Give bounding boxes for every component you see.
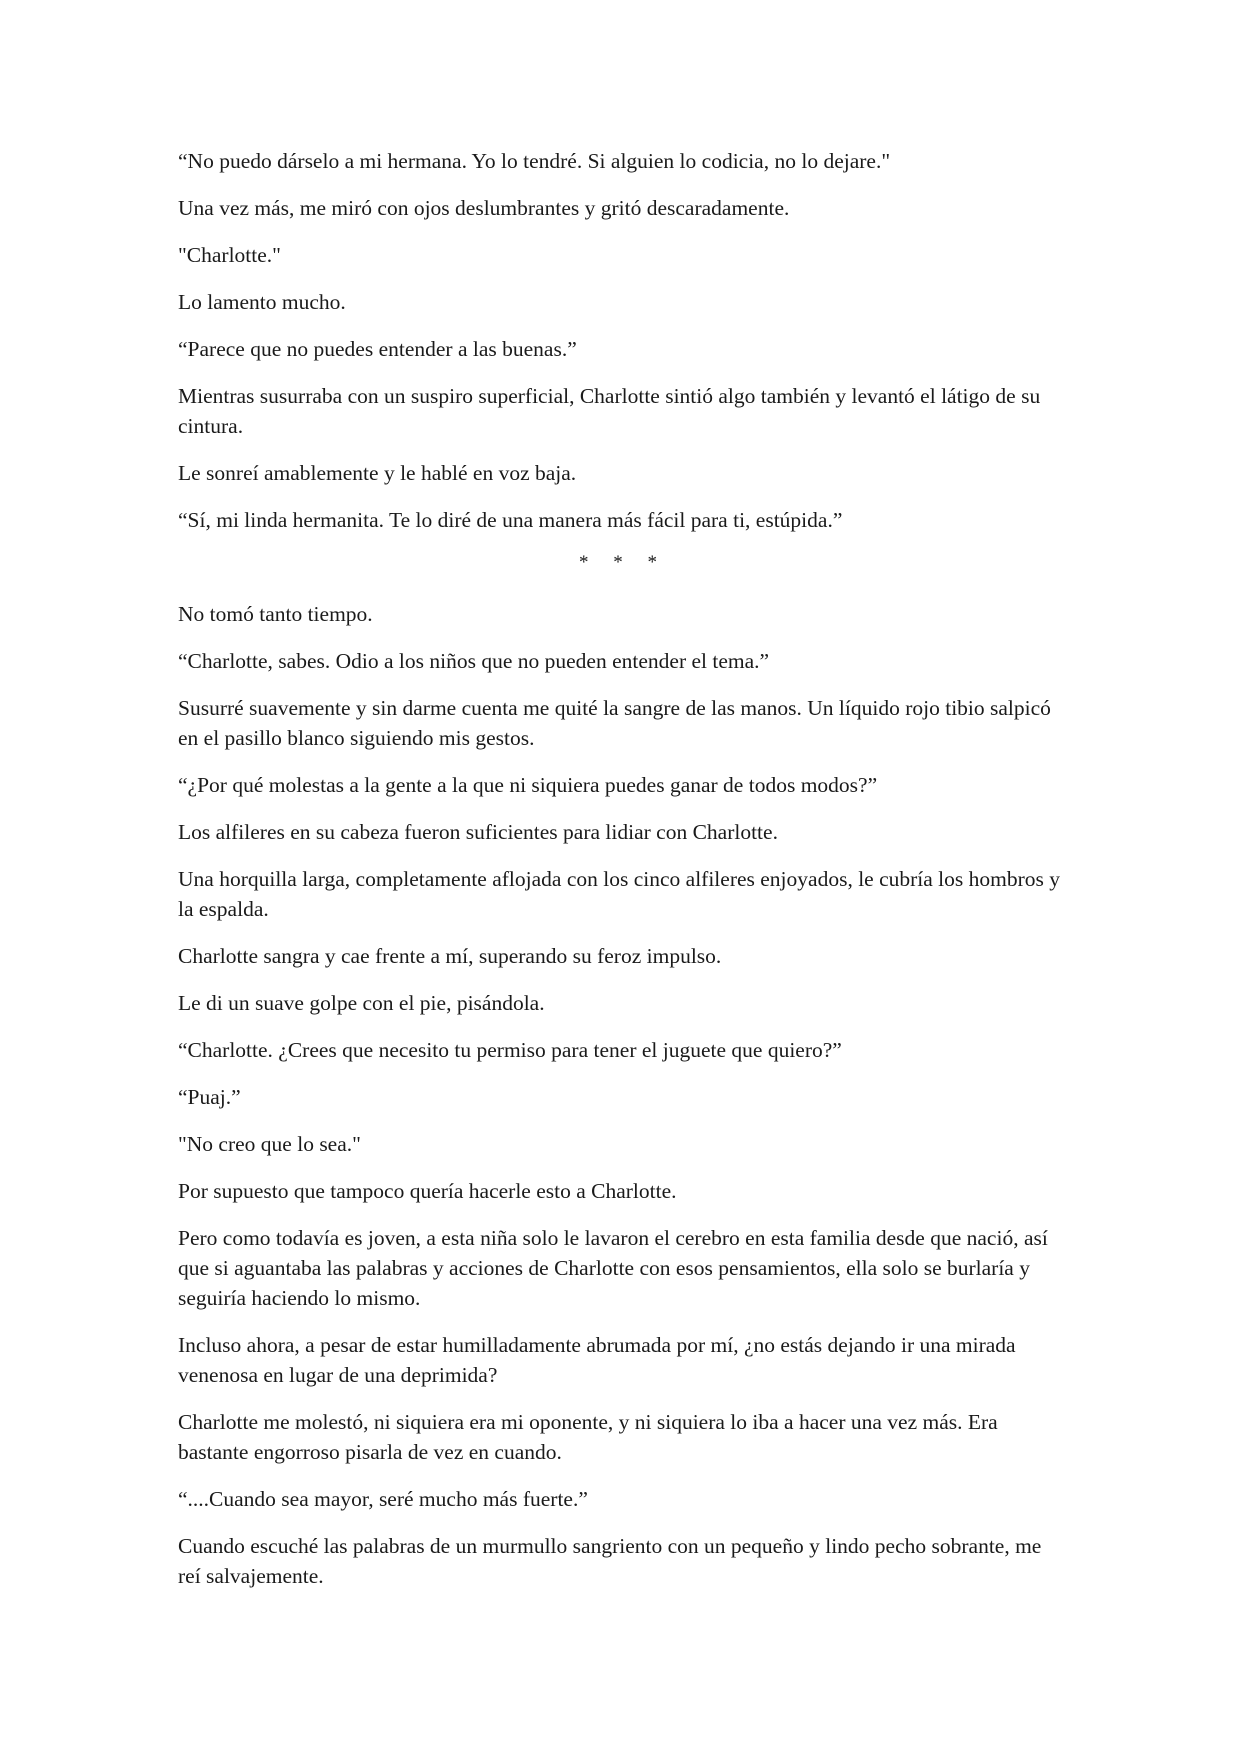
paragraph: Susurré suavemente y sin darme cuenta me quité la sangre de las manos. Un líquido rojo tibio salpicó en el pasillo blanco siguiendo mis gestos. [178, 696, 1051, 750]
paragraph: Por supuesto que tampoco quería hacerle esto a Charlotte. [178, 1179, 677, 1203]
paragraph: Le di un suave golpe con el pie, pisándola. [178, 991, 545, 1015]
paragraph: “....Cuando sea mayor, seré mucho más fuerte.” [178, 1487, 588, 1511]
paragraph: "No creo que lo sea." [178, 1132, 361, 1156]
scene-separator: * * * [579, 552, 667, 573]
paragraph: “No puedo dárselo a mi hermana. Yo lo tendré. Si alguien lo codicia, no lo dejare." [178, 149, 891, 173]
document-body [178, 146, 1068, 1608]
paragraph: Una horquilla larga, completamente aflojada con los cinco alfileres enjoyados, le cubría los hombros y la espalda. [178, 867, 1061, 921]
paragraph: Una vez más, me miró con ojos deslumbrantes y gritó descaradamente. [178, 196, 790, 220]
paragraph: Mientras susurraba con un suspiro superficial, Charlotte sintió algo también y levantó el látigo de su cintura. [178, 384, 1041, 438]
paragraph: Cuando escuché las palabras de un murmullo sangriento con un pequeño y lindo pecho sobrante, me reí salvajemente. [178, 1534, 1042, 1588]
paragraph: “Puaj.” [178, 1085, 241, 1109]
paragraph: Charlotte me molestó, ni siquiera era mi oponente, y ni siquiera lo iba a hacer una vez más. Era bastante engorroso pisarla de vez en cuando. [178, 1410, 998, 1464]
paragraph: Incluso ahora, a pesar de estar humilladamente abrumada por mí, ¿no estás dejando ir una mirada venenosa en lugar de una deprimida? [178, 1333, 1016, 1387]
paragraph: “Charlotte, sabes. Odio a los niños que no pueden entender el tema.” [178, 649, 770, 673]
paragraph: “Sí, mi linda hermanita. Te lo diré de una manera más fácil para ti, estúpida.” [178, 508, 843, 532]
paragraph: “Charlotte. ¿Crees que necesito tu permiso para tener el juguete que quiero?” [178, 1038, 842, 1062]
paragraph: Charlotte sangra y cae frente a mí, superando su feroz impulso. [178, 944, 722, 968]
paragraph: Los alfileres en su cabeza fueron suficientes para lidiar con Charlotte. [178, 820, 778, 844]
paragraph: Pero como todavía es joven, a esta niña solo le lavaron el cerebro en esta familia desde que nació, así que si aguantaba las palabras y acciones de Charlotte con esos pensamientos, ella solo se burlaría y seguiría haciendo lo mismo. [178, 1226, 1048, 1310]
paragraph: No tomó tanto tiempo. [178, 602, 373, 626]
paragraph: Le sonreí amablemente y le hablé en voz baja. [178, 461, 577, 485]
paragraph: “Parece que no puedes entender a las buenas.” [178, 337, 577, 361]
paragraph: Lo lamento mucho. [178, 290, 346, 314]
paragraph: "Charlotte." [178, 243, 281, 267]
paragraph: “¿Por qué molestas a la gente a la que ni siquiera puedes ganar de todos modos?” [178, 773, 878, 797]
